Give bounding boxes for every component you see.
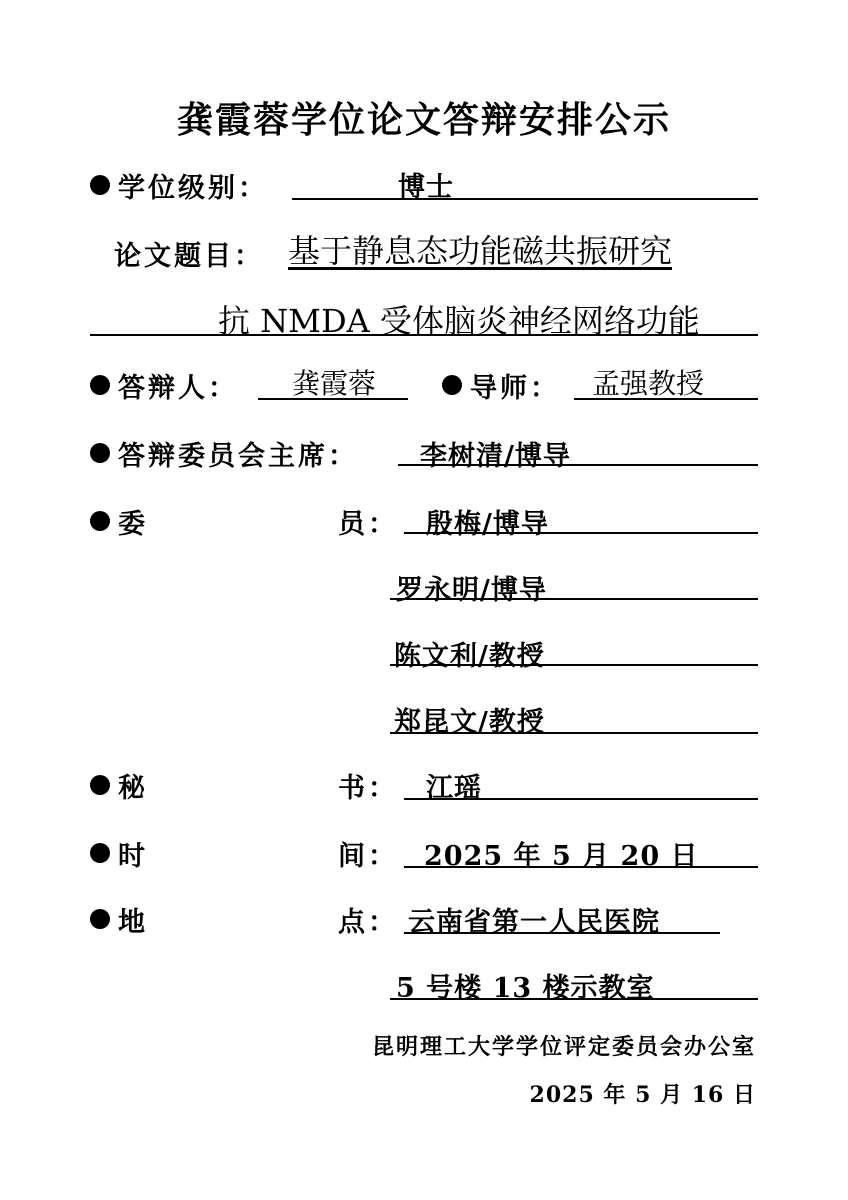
chair-label-row	[90, 434, 358, 473]
member-1: 殷梅/博导	[426, 509, 549, 540]
footer-date: 2025 年 5 月 16 日	[529, 1082, 756, 1108]
bullet-icon	[90, 375, 110, 395]
member-1-underline	[404, 532, 758, 534]
advisor-label: 导师：	[470, 373, 560, 404]
member-4: 郑昆文/教授	[394, 707, 545, 738]
bullet-icon	[90, 443, 110, 463]
secretary-label-right: 书：	[338, 773, 398, 804]
bullet-icon	[90, 511, 110, 531]
member-2-underline	[390, 598, 758, 600]
degree-underline	[292, 198, 758, 200]
time-underline	[404, 866, 758, 868]
bullet-icon	[90, 909, 110, 929]
secretary-label-left: 秘	[118, 773, 148, 804]
thesis-title-line1: 基于静息态功能磁共振研究	[288, 232, 673, 270]
time-label-right: 间：	[338, 841, 398, 872]
location-line2-underline	[390, 998, 758, 1000]
defender-label: 答辩人：	[118, 373, 238, 404]
member-2: 罗永明/博导	[396, 575, 547, 606]
secretary-underline	[404, 798, 758, 800]
secretary-value: 江瑶	[426, 773, 482, 804]
advisor-value: 孟强教授	[592, 367, 705, 400]
bullet-icon	[90, 775, 110, 795]
degree-label-row	[90, 166, 268, 205]
time-value: 2025 年 5 月 20 日	[424, 841, 699, 872]
advisor-underline	[574, 398, 758, 400]
thesis-underline	[90, 334, 758, 336]
time-label-left: 时	[118, 841, 148, 872]
bullet-icon	[442, 375, 462, 395]
thesis-title-line2: 抗 NMDA 受体脑炎神经网络功能	[218, 302, 700, 340]
degree-value: 博士	[398, 172, 454, 203]
location-label-left: 地	[118, 907, 148, 938]
bullet-icon	[90, 843, 110, 863]
location-line1: 云南省第一人民医院	[408, 907, 660, 938]
location-line2: 5 号楼 13 楼示教室	[396, 973, 655, 1004]
location-label-right: 点：	[338, 907, 398, 938]
defender-label-row	[90, 366, 238, 405]
advisor-label-row	[442, 366, 560, 405]
chair-label: 答辩委员会主席：	[118, 441, 358, 472]
time-label-row	[90, 834, 148, 873]
thesis-label: 论文题目：	[114, 241, 264, 272]
defender-underline	[258, 398, 408, 400]
members-label-left: 委	[118, 509, 148, 540]
secretary-label-row	[90, 766, 148, 805]
members-label-right: 员：	[338, 509, 398, 540]
members-label-row	[90, 502, 148, 541]
defender-value: 龚霞蓉	[292, 367, 377, 400]
member-4-underline	[390, 732, 758, 734]
member-3: 陈文利/教授	[394, 641, 545, 672]
degree-label: 学位级别：	[118, 173, 268, 204]
chair-underline	[398, 464, 758, 466]
chair-value: 李树清/博导	[420, 441, 571, 472]
member-3-underline	[390, 664, 758, 666]
page-title: 龚霞蓉学位论文答辩安排公示	[176, 99, 671, 141]
location-line1-underline	[404, 932, 720, 934]
footer-org: 昆明理工大学学位评定委员会办公室	[371, 1034, 756, 1060]
location-label-row	[90, 900, 148, 939]
bullet-icon	[90, 175, 110, 195]
